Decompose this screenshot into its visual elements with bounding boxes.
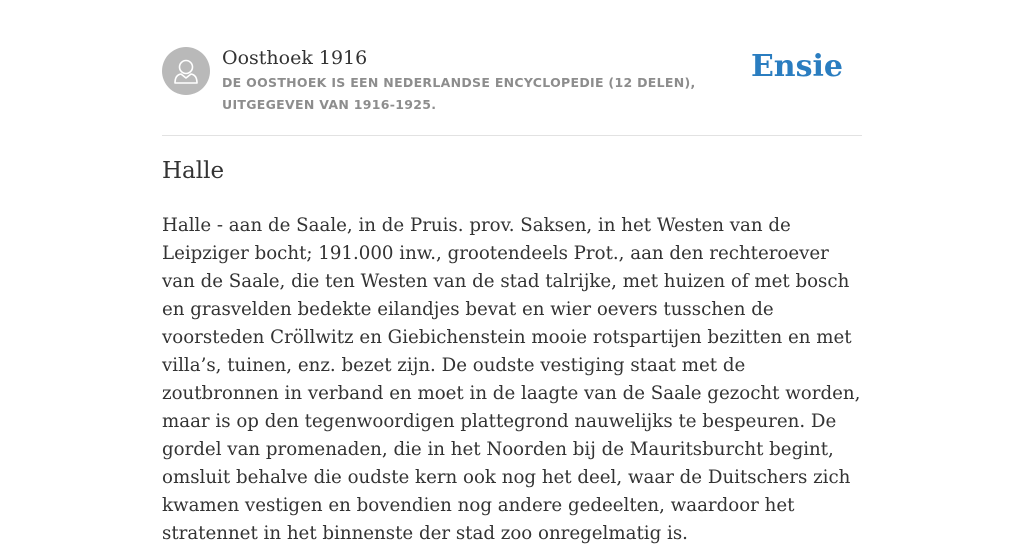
article-body: Halle - aan de Saale, in de Pruis. prov. Saksen, in het Westen van de Leipziger bocht; 191.000 inw., grootendeels Prot., aan den rechteroever van de Saale, die ten Westen van de stad talrijke, met huizen of met bosch en grasvelden bedekte eilandjes bevat en wier oevers tusschen de voorsteden Cröllwitz en Giebichenstein mooie rotspartijen bezitten en met villa’s, tuinen, enz. bezet zijn. De oudste vestiging staat met de zoutbronnen in verband en moet in de laagte van de Saale gezocht worden, maar is op den tegenwoordigen plattegrond nauwelijks te bespeuren. De gordel van promenaden, die in het Noorden bij de Mauritsburcht begint, omsluit behalve die oudste kern ook nog het deel, waar de Duitschers zich kwamen vestigen en bovendien nog andere gedeelten, waardoor het stratennet in het binnenste der stad zoo onregelmatig is. — [162, 215, 861, 544]
source-header — [162, 44, 862, 136]
source-description: DE OOSTHOEK IS EEN NEDERLANDSE ENCYCLOPEDIE (12 DELEN), UITGEGEVEN VAN 1916-1925. — [222, 75, 696, 112]
user-icon — [162, 47, 210, 95]
source-title[interactable]: Oosthoek 1916 — [222, 47, 368, 69]
article-title: Halle — [162, 158, 225, 184]
ensie-logo[interactable]: Ensie — [750, 49, 843, 84]
user-silhouette — [162, 47, 210, 95]
